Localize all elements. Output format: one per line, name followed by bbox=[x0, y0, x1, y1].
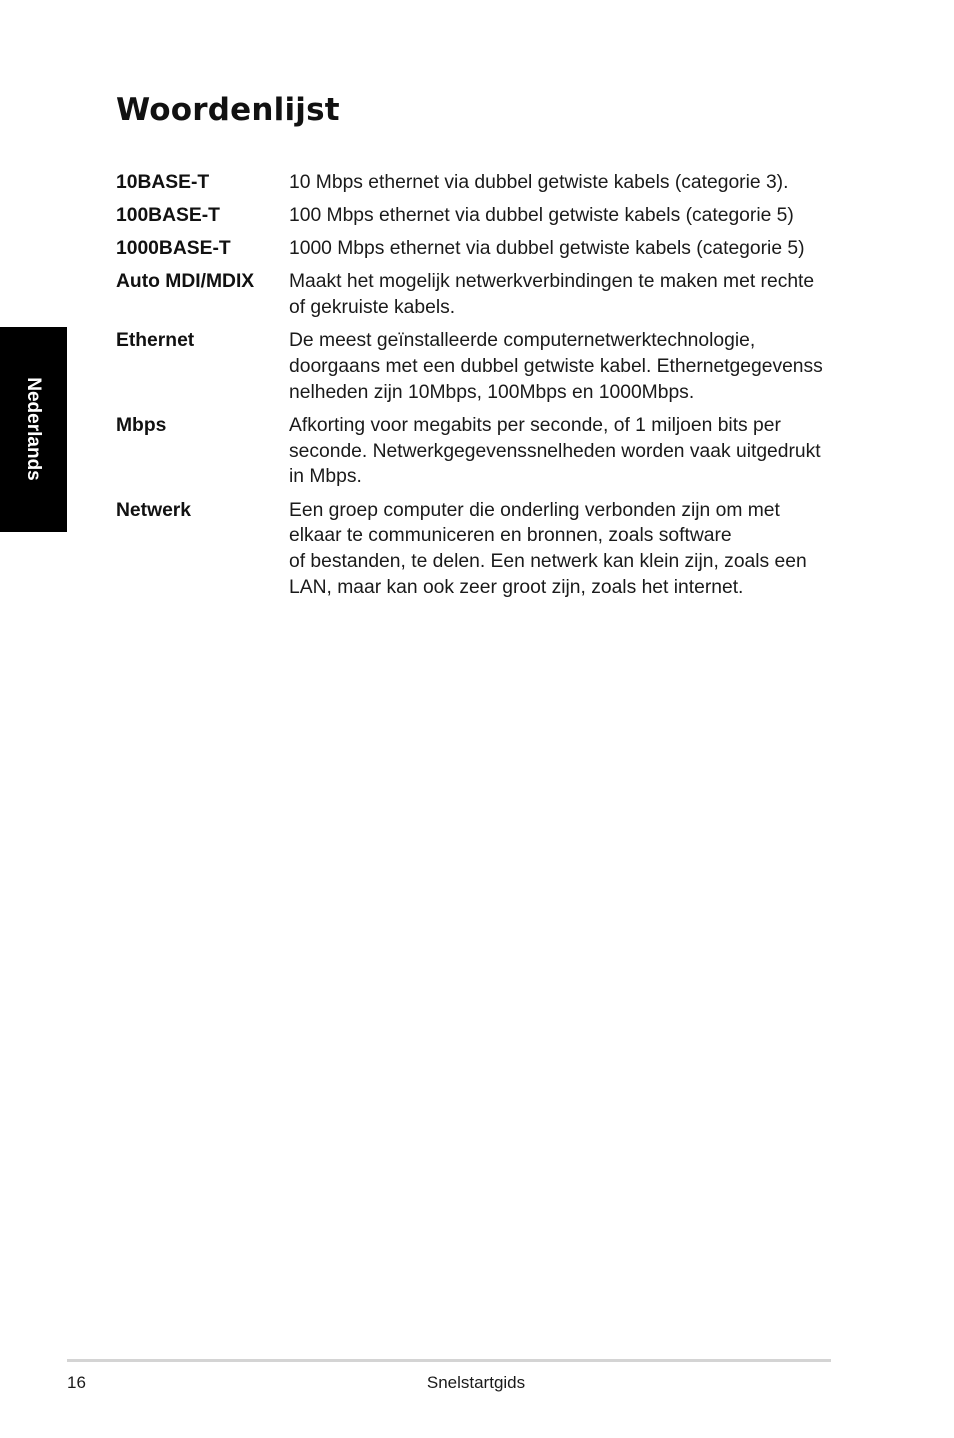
definition-line: De meest geïnstalleerde computernetwerktechnologie, bbox=[289, 330, 756, 352]
glossary-entry-ethernet bbox=[116, 328, 836, 405]
definition-line: 100 Mbps ethernet via dubbel getwiste kabels (categorie 5) bbox=[289, 205, 794, 227]
definition-line: elkaar te communiceren en bronnen, zoals software bbox=[289, 525, 732, 547]
glossary-term: Auto MDI/MDIX bbox=[116, 271, 255, 293]
definition-line: in Mbps. bbox=[289, 466, 362, 488]
footer-divider bbox=[67, 1359, 831, 1362]
glossary-entry-auto-mdi-mdix bbox=[116, 269, 836, 321]
glossary-definition bbox=[289, 498, 836, 601]
glossary-entry-1000base-t bbox=[116, 236, 836, 262]
definition-line: 10 Mbps ethernet via dubbel getwiste kabels (categorie 3). bbox=[289, 172, 789, 193]
glossary-entry-mbps bbox=[116, 413, 836, 490]
glossary-definition bbox=[289, 269, 836, 321]
glossary-definition bbox=[289, 236, 836, 262]
glossary-entry-10base-t bbox=[116, 170, 836, 196]
definition-line: of gekruiste kabels. bbox=[289, 297, 456, 319]
definition-line: nelheden zijn 10Mbps, 100Mbps en 1000Mbps. bbox=[289, 381, 695, 403]
glossary-term: Ethernet bbox=[116, 330, 195, 352]
definition-line: Afkorting voor megabits per seconde, of 1 miljoen bits per bbox=[289, 414, 781, 436]
glossary-term: Netwerk bbox=[116, 499, 192, 521]
page-title: Woordenlijst bbox=[116, 92, 340, 128]
footer-document-title: Snelstartgids bbox=[426, 1373, 526, 1392]
glossary-list bbox=[116, 170, 836, 608]
definition-line: seconde. Netwerkgegevenssnelheden worden vaak uitgedrukt bbox=[289, 440, 821, 462]
definition-line: of bestanden, te delen. Een netwerk kan klein zijn, zoals een bbox=[289, 551, 807, 573]
definition-line: LAN, maar kan ook zeer groot zijn, zoals het internet. bbox=[289, 576, 744, 598]
page-number: 16 bbox=[67, 1373, 86, 1392]
glossary-entry-100base-t bbox=[116, 203, 836, 229]
definition-line: Een groep computer die onderling verbonden zijn om met bbox=[289, 499, 780, 521]
glossary-term: 10BASE-T bbox=[116, 172, 210, 193]
definition-line: doorgaans met een dubbel getwiste kabel. Ethernetgegevenss bbox=[289, 355, 823, 377]
language-side-tab-label: Nederlands bbox=[23, 377, 44, 481]
glossary-definition bbox=[289, 170, 836, 196]
glossary-entry-netwerk bbox=[116, 498, 836, 601]
glossary-definition bbox=[289, 328, 836, 405]
glossary-term: 100BASE-T bbox=[116, 205, 220, 227]
glossary-definition bbox=[289, 413, 836, 490]
definition-line: 1000 Mbps ethernet via dubbel getwiste kabels (categorie 5) bbox=[289, 238, 805, 260]
glossary-term: 1000BASE-T bbox=[116, 238, 231, 260]
glossary-definition bbox=[289, 203, 836, 229]
definition-line: Maakt het mogelijk netwerkverbindingen te maken met rechte bbox=[289, 271, 815, 293]
glossary-term: Mbps bbox=[116, 414, 167, 436]
